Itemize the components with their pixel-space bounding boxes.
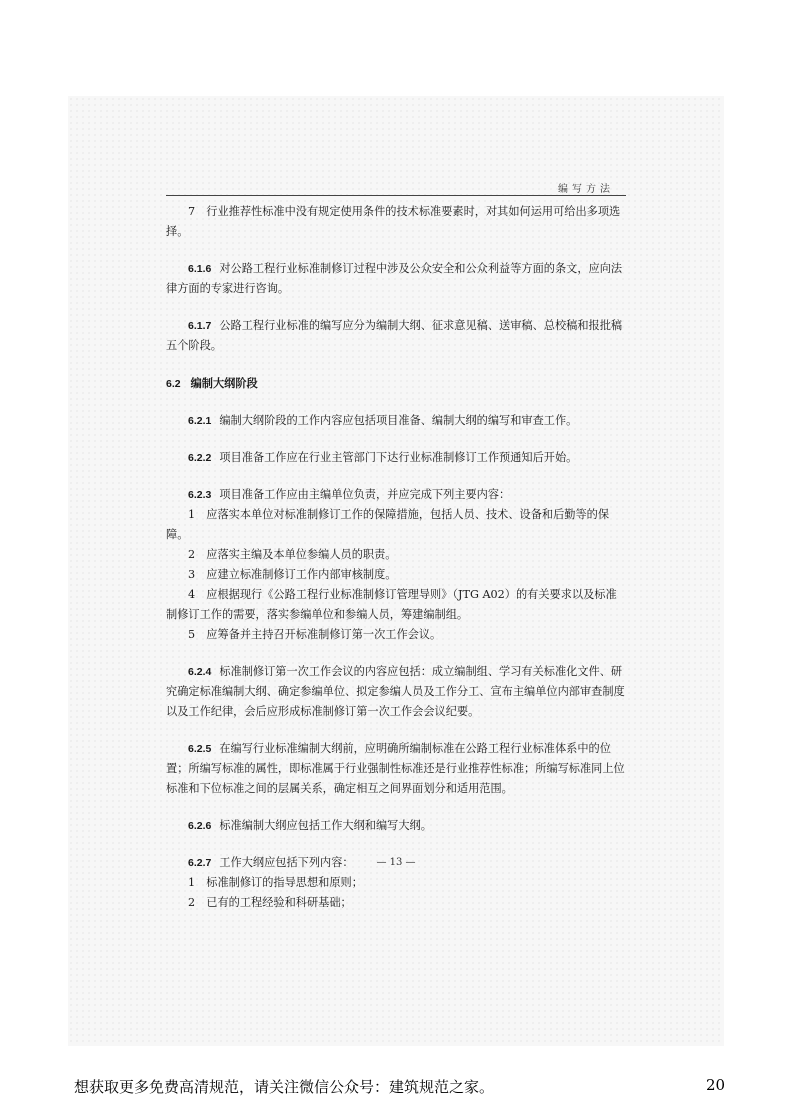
clause-text: 公路工程行业标准的编写应分为编制大纲、征求意见稿、送审稿、总校稿和报批稿五个阶段。	[166, 319, 623, 352]
clause-6-2-1	[166, 411, 626, 431]
footer-note: 想获取更多免费高清规范，请关注微信公众号：建筑规范之家。	[74, 1078, 495, 1096]
page-number: — 13 —	[376, 857, 416, 868]
clause-6-2-5	[166, 739, 626, 799]
clause-text: 标准编制大纲应包括工作大纲和编写大纲。	[219, 819, 432, 832]
section-title: 编制大纲阶段	[190, 376, 258, 390]
clause-number: 6.2.2	[188, 452, 212, 464]
list-item: 1 应落实本单位对标准制修订工作的保障措施，包括人员、技术、设备和后勤等的保障。	[166, 508, 610, 541]
clause-6-2-4	[166, 662, 626, 722]
header-rule	[166, 195, 626, 196]
clause-6-2-6	[166, 816, 626, 836]
section-6-2-heading	[166, 373, 626, 394]
clause-text: 工作大纲应包括下列内容：	[219, 856, 354, 869]
clause-number: 6.2.4	[188, 666, 212, 678]
clause-number: 6.2.3	[188, 489, 212, 501]
section-number: 6.2	[166, 378, 181, 390]
clause-text: 编制大纲阶段的工作内容应包括项目准备、编制大纲的编写和审查工作。	[219, 414, 578, 427]
clause-number: 6.2.5	[188, 743, 212, 755]
clause-number: 6.2.6	[188, 820, 212, 832]
list-item: 1 标准制修订的指导思想和原则；	[188, 876, 363, 889]
clause-text: 在编写行业标准编制大纲前，应明确所编制标准在公路工程行业标准体系中的位置；所编写标准的属性，即标准属于行业强制性标准还是行业推荐性标准；所编写标准同上位标准和下位标准之间的层属关系，确定相互之间界面划分和适用范围。	[166, 742, 625, 795]
clause-text: 项目准备工作应由主编单位负责，并应完成下列主要内容：	[219, 488, 511, 501]
list-item: 3 应建立标准制修订工作内部审核制度。	[188, 568, 397, 581]
clause-text: 标准制修订第一次工作会议的内容应包括：成立编制组、学习有关标准化文件、研究确定标准编制大纲、确定参编单位、拟定参编人员及工作分工、宣布主编单位内部审查制度以及工作纪律，会后应形成标准制修订第一次工作会会议纪要。	[166, 665, 625, 718]
item-7: 7 行业推荐性标准中没有规定使用条件的技术标准要素时，对其如何运用可给出多项选择。	[166, 205, 621, 238]
list-item: 5 应筹备并主持召开标准制修订第一次工作会议。	[188, 628, 442, 641]
clause-6-2-2	[166, 448, 626, 468]
running-header: 编写方法	[558, 184, 614, 195]
clause-number: 6.1.6	[188, 263, 212, 275]
clause-6-1-6	[166, 259, 626, 299]
clause-6-1-7	[166, 316, 626, 356]
list-item: 4 应根据现行《公路工程行业标准制修订管理导则》（JTG A02）的有关要求以及标准制修订工作的需要，落实参编单位和参编人员，筹建编制组。	[166, 588, 617, 621]
clause-text: 项目准备工作应在行业主管部门下达行业标准制修订工作预通知后开始。	[219, 451, 578, 464]
clause-6-2-3	[166, 485, 626, 505]
page-body	[166, 202, 626, 913]
clause-text: 对公路工程行业标准制修订过程中涉及公众安全和公众利益等方面的条文，应向法律方面的专家进行咨询。	[166, 262, 623, 295]
list-item: 2 已有的工程经验和科研基础；	[188, 896, 352, 909]
clause-number: 6.2.1	[188, 415, 212, 427]
footer-page-number: 20	[706, 1076, 726, 1094]
clause-number: 6.2.7	[188, 857, 212, 869]
clause-number: 6.1.7	[188, 320, 212, 332]
list-item: 2 应落实主编及本单位参编人员的职责。	[188, 548, 397, 561]
